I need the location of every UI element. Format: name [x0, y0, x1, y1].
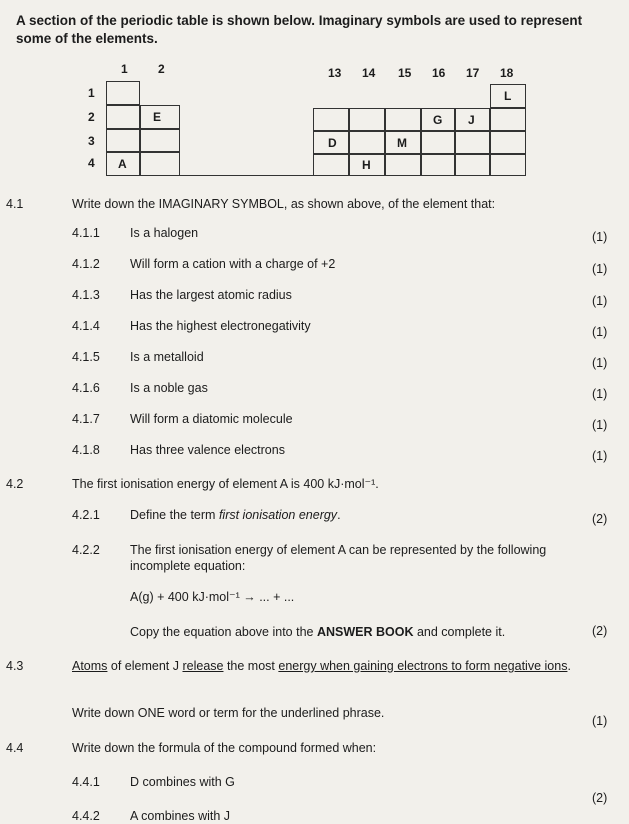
q415-mark: (1)	[592, 356, 608, 370]
table-cell	[455, 131, 490, 154]
q411-text: Is a halogen	[130, 226, 199, 240]
q44-text: Write down the formula of the compound formed when:	[72, 741, 377, 755]
symbol-M: M	[397, 136, 407, 150]
q417-mark: (1)	[592, 418, 608, 432]
q43-number: 4.3	[6, 659, 24, 673]
q43-part6: .	[567, 659, 571, 673]
q421-text	[130, 507, 341, 523]
group-label-14: 14	[362, 66, 376, 80]
group-label-13: 13	[328, 66, 342, 80]
q418-text: Has three valence electrons	[130, 443, 285, 457]
table-cell	[313, 108, 349, 131]
q422-text: The first ionisation energy of element A can be represented by the following incomplete equation:	[130, 543, 547, 573]
q422-copy-bold: ANSWER BOOK	[316, 625, 414, 639]
period-label-1: 1	[88, 86, 95, 100]
q417-text: Will form a diatomic molecule	[130, 412, 293, 426]
group-label-18: 18	[500, 66, 514, 80]
symbol-A: A	[118, 157, 127, 171]
symbol-E: E	[153, 110, 162, 124]
q43-atoms: Atoms	[72, 659, 108, 673]
equation: A(g) + 400 kJ·mol⁻¹ → ... + ...	[130, 590, 295, 604]
group-label-17: 17	[466, 66, 480, 80]
q42-number: 4.2	[6, 477, 24, 491]
q413-number: 4.1.3	[72, 288, 100, 302]
q421-mark: (2)	[592, 512, 608, 526]
q414-number: 4.1.4	[72, 319, 100, 333]
period-label-3: 3	[88, 134, 95, 148]
q421-term: first ionisation energy	[218, 508, 338, 522]
q414-text: Has the highest electronegativity	[130, 319, 311, 333]
q43-part4: the most	[223, 659, 279, 673]
q413-mark: (1)	[592, 294, 608, 308]
symbol-D: D	[328, 136, 337, 150]
group-label-16: 16	[432, 66, 446, 80]
q413-text: Has the largest atomic radius	[130, 288, 292, 302]
q422-number: 4.2.2	[72, 543, 100, 557]
period-label-2: 2	[88, 110, 95, 124]
q416-text: Is a noble gas	[130, 381, 208, 395]
table-cell	[421, 131, 455, 154]
period-label-4: 4	[88, 156, 95, 170]
intro-text: A section of the periodic table is shown below. Imaginary symbols are used to represent some of the elements.	[16, 13, 583, 46]
q441-mark: (2)	[592, 791, 608, 805]
q412-text: Will form a cation with a charge of +2	[130, 257, 336, 271]
table-cell	[106, 129, 140, 152]
q412-mark: (1)	[592, 262, 608, 276]
q416-mark: (1)	[592, 387, 608, 401]
table-cell	[490, 154, 526, 176]
q422-mark: (2)	[592, 624, 608, 638]
q43-energy-phrase: energy when gaining electrons to form negative ions	[278, 659, 568, 673]
q422-copy-pre: Copy the equation above into the	[130, 625, 317, 639]
table-cell	[490, 131, 526, 154]
q41-number: 4.1	[6, 197, 24, 211]
table-cell	[455, 154, 490, 176]
q422-copy	[130, 624, 505, 640]
table-cell	[349, 131, 385, 154]
q418-mark: (1)	[592, 449, 608, 463]
table-cell	[106, 105, 140, 129]
q43-release: release	[182, 659, 224, 673]
q416-number: 4.1.6	[72, 381, 100, 395]
table-cell	[349, 108, 385, 131]
q43-part2: of element J	[107, 659, 183, 673]
table-cell	[106, 81, 140, 105]
q441-text: D combines with G	[130, 775, 235, 789]
period-4-line	[180, 175, 313, 176]
table-cell	[140, 129, 180, 152]
symbol-H: H	[362, 158, 371, 172]
q44-number: 4.4	[6, 741, 24, 755]
q442-number: 4.4.2	[72, 809, 100, 823]
q441-number: 4.4.1	[72, 775, 100, 789]
q442-text: A combines with J	[130, 809, 231, 823]
symbol-L: L	[504, 89, 512, 103]
q418-number: 4.1.8	[72, 443, 100, 457]
q43-instruction: Write down ONE word or term for the underlined phrase.	[72, 706, 385, 720]
group-label-1: 1	[121, 62, 128, 76]
table-cell	[313, 154, 349, 176]
table-cell	[385, 154, 421, 176]
q411-number: 4.1.1	[72, 226, 100, 240]
periodic-table	[0, 0, 629, 190]
q41-text: Write down the IMAGINARY SYMBOL, as shown above, of the element that:	[72, 197, 496, 211]
q411-mark: (1)	[592, 230, 608, 244]
q414-mark: (1)	[592, 325, 608, 339]
q42-text: The first ionisation energy of element A is 400 kJ·mol⁻¹.	[72, 477, 379, 491]
symbol-G: G	[433, 113, 443, 127]
group-label-2: 2	[158, 62, 165, 76]
table-cell	[421, 154, 455, 176]
q421-number: 4.2.1	[72, 508, 100, 522]
q43-mark: (1)	[592, 714, 608, 728]
q421-pre: Define the term	[130, 508, 219, 522]
q422-copy-post: and complete it.	[413, 625, 506, 639]
table-cell	[385, 108, 421, 131]
table-cell	[140, 152, 180, 176]
q415-number: 4.1.5	[72, 350, 100, 364]
q412-number: 4.1.2	[72, 257, 100, 271]
group-label-15: 15	[398, 66, 412, 80]
q43-text	[72, 658, 582, 674]
q421-post: .	[337, 508, 341, 522]
q417-number: 4.1.7	[72, 412, 100, 426]
table-cell	[490, 108, 526, 131]
symbol-J: J	[468, 113, 475, 127]
q415-text: Is a metalloid	[130, 350, 204, 364]
